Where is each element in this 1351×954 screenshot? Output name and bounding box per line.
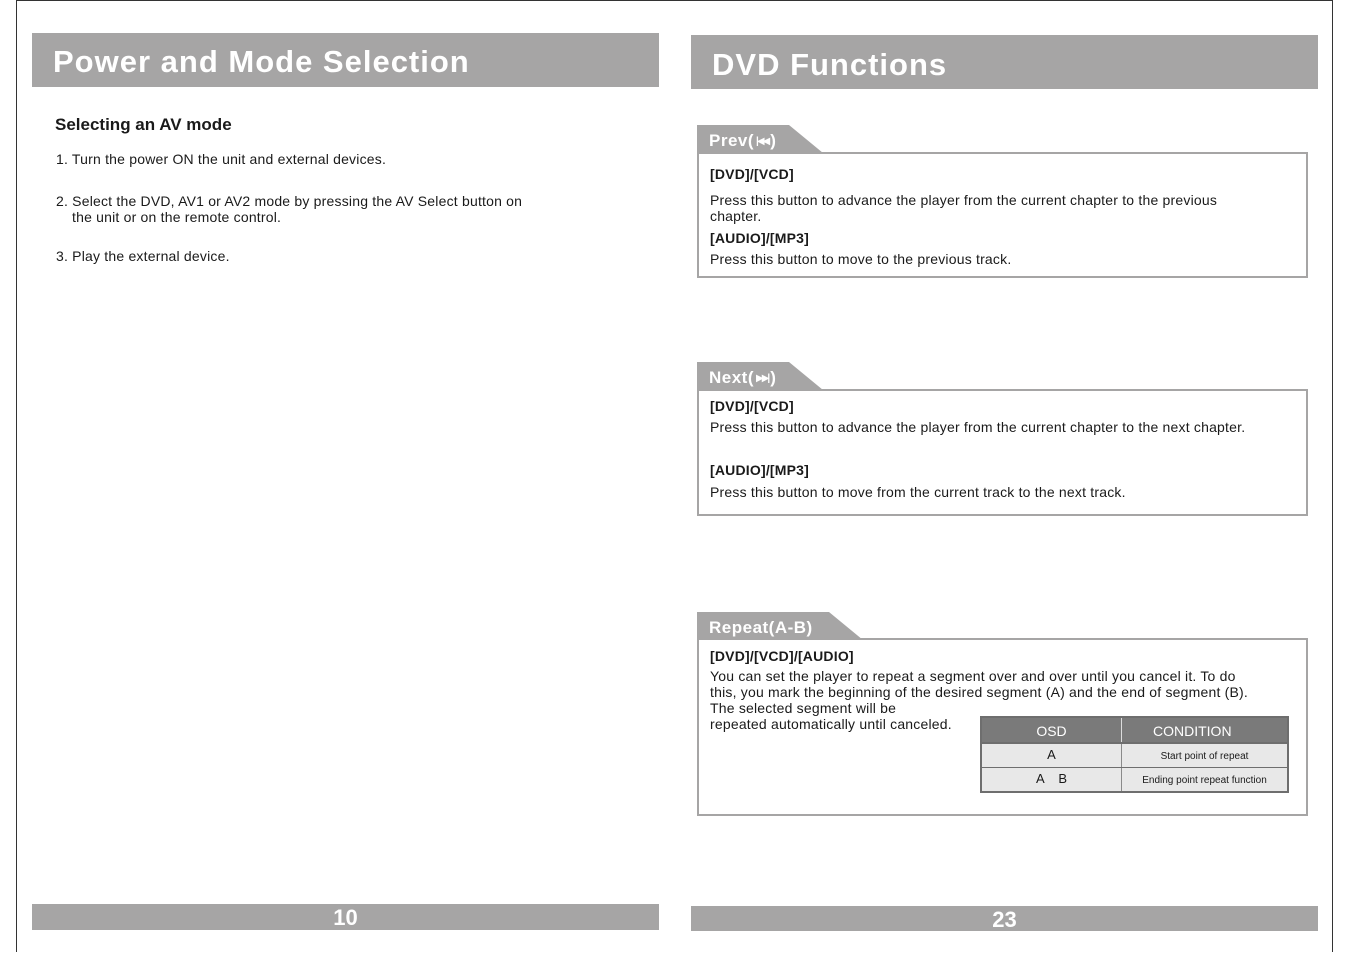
next-tab bbox=[697, 362, 789, 390]
prev-box bbox=[697, 152, 1308, 278]
prev-tab bbox=[697, 125, 789, 153]
repeat-text-line-1: You can set the player to repeat a segment over and over until you cancel it. To do bbox=[710, 668, 1236, 684]
table-header-osd: OSD bbox=[982, 718, 1122, 742]
prev-sub-dvd-vcd: [DVD]/[VCD] bbox=[710, 166, 794, 182]
previous-track-icon: |◀◀ bbox=[756, 136, 769, 147]
repeat-sub-dvd-vcd-audio: [DVD]/[VCD]/[AUDIO] bbox=[710, 648, 854, 664]
table-cell-condition: Ending point repeat function bbox=[1142, 775, 1267, 786]
table-header-condition: CONDITION bbox=[1153, 723, 1232, 739]
repeat-text-line-2: this, you mark the beginning of the desired segment (A) and the end of segment (B). bbox=[710, 684, 1249, 700]
prev-text-1-line-2: chapter. bbox=[710, 208, 762, 224]
table-row bbox=[982, 744, 1287, 767]
next-box bbox=[697, 389, 1308, 516]
prev-text-2: Press this button to move to the previous track. bbox=[710, 251, 1012, 267]
step-1: 1. Turn the power ON the unit and external devices. bbox=[56, 151, 387, 167]
left-page-title: Power and Mode Selection bbox=[32, 33, 659, 87]
table-cell-osd: A B bbox=[982, 768, 1122, 791]
right-page-number: 23 bbox=[691, 906, 1318, 931]
table-row bbox=[982, 768, 1287, 791]
table-cell-osd: A bbox=[982, 744, 1122, 767]
osd-condition-table bbox=[980, 716, 1289, 793]
prev-sub-audio-mp3: [AUDIO]/[MP3] bbox=[710, 230, 810, 246]
prev-tab-close: ) bbox=[770, 131, 777, 150]
next-tab-label: Next( bbox=[709, 368, 755, 387]
step-2 bbox=[56, 193, 522, 225]
step-2-line-1: 2. Select the DVD, AV1 or AV2 mode by pressing the AV Select button on bbox=[56, 193, 523, 209]
next-track-icon: ▶▶| bbox=[756, 373, 769, 384]
prev-text-1-line-1: Press this button to advance the player from the current chapter to the previous bbox=[710, 192, 1218, 208]
repeat-text-line-4: repeated automatically until canceled. bbox=[710, 716, 952, 732]
table-header-row bbox=[982, 718, 1287, 742]
table-cell-condition: Start point of repeat bbox=[1160, 751, 1249, 762]
section-heading: Selecting an AV mode bbox=[55, 115, 232, 134]
repeat-text-line-3: The selected segment will be bbox=[710, 700, 897, 716]
repeat-tab: Repeat(A-B) bbox=[697, 612, 829, 640]
left-page-number: 10 bbox=[32, 904, 659, 930]
repeat-box bbox=[697, 638, 1308, 816]
next-text-1: Press this button to advance the player from the current chapter to the next chapter. bbox=[710, 419, 1246, 435]
next-sub-audio-mp3: [AUDIO]/[MP3] bbox=[710, 462, 810, 478]
next-text-2: Press this button to move from the current track to the next track. bbox=[710, 484, 1126, 500]
step-3: 3. Play the external device. bbox=[56, 248, 230, 264]
right-page-title: DVD Functions bbox=[691, 35, 1318, 89]
next-tab-close: ) bbox=[770, 368, 777, 387]
next-sub-dvd-vcd: [DVD]/[VCD] bbox=[710, 398, 794, 414]
prev-tab-label: Prev( bbox=[709, 131, 755, 150]
step-2-line-2: the unit or on the remote control. bbox=[72, 209, 282, 225]
